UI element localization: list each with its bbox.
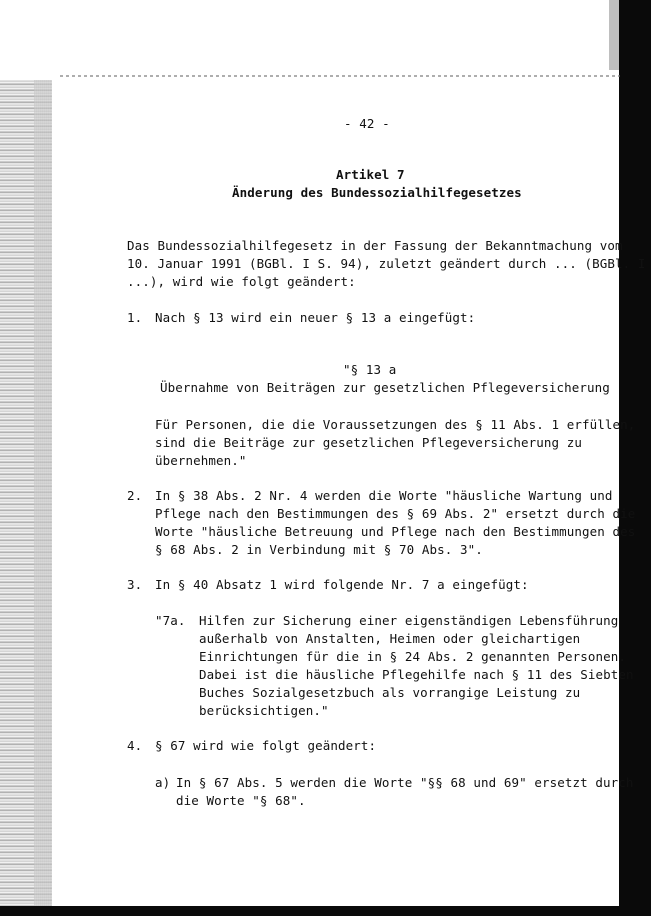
item-text-line: § 68 Abs. 2 in Verbindung mit § 70 Abs. 3". bbox=[155, 542, 483, 557]
item-number: 3. bbox=[127, 577, 143, 592]
item-text: In § 40 Absatz 1 wird folgende Nr. 7 a eingefügt: bbox=[155, 577, 529, 592]
item-number: 2. bbox=[127, 488, 143, 503]
article-heading: Artikel 7 bbox=[336, 167, 405, 182]
sub-item-line: Hilfen zur Sicherung einer eigenständigen Lebensführung bbox=[199, 613, 619, 628]
sub-item-line: Buches Sozialgesetzbuch als vorrangige Leistung zu bbox=[199, 685, 581, 700]
section-body-line: übernehmen." bbox=[155, 453, 247, 468]
item-text: § 67 wird wie folgt geändert: bbox=[155, 738, 377, 753]
sub-item-label: "7a. bbox=[155, 613, 186, 628]
item-text-line: Pflege nach den Bestimmungen des § 69 Abs. 2" ersetzt durch die bbox=[155, 506, 636, 521]
sub-item-line: Dabei ist die häusliche Pflegehilfe nach § 11 des Siebten bbox=[199, 667, 634, 682]
item-text: Nach § 13 wird ein neuer § 13 a eingefügt: bbox=[155, 310, 476, 325]
section-label: "§ 13 a bbox=[343, 362, 397, 377]
scan-edge-bottom bbox=[0, 906, 651, 916]
item-text-line: Worte "häusliche Betreuung und Pflege nach den Bestimmungen des bbox=[155, 524, 636, 539]
section-title: Übernahme von Beiträgen zur gesetzlichen Pflegeversicherung bbox=[160, 380, 610, 395]
sub-item-line: die Worte "§ 68". bbox=[176, 793, 306, 808]
page-number: - 42 - bbox=[344, 116, 390, 131]
sub-item-line: berücksichtigen." bbox=[199, 703, 329, 718]
scan-top-line bbox=[60, 75, 620, 77]
sub-item-line: Einrichtungen für die in § 24 Abs. 2 genannten Personen. bbox=[199, 649, 627, 664]
intro-line: ...), wird wie folgt geändert: bbox=[127, 274, 356, 289]
item-number: 1. bbox=[127, 310, 143, 325]
item-number: 4. bbox=[127, 738, 143, 753]
section-body-line: Für Personen, die die Voraussetzungen des § 11 Abs. 1 erfüllen, bbox=[155, 417, 636, 432]
intro-line: 10. Januar 1991 (BGBl. I S. 94), zuletzt geändert durch ... (BGBl. I bbox=[127, 256, 646, 271]
sub-item-line: In § 67 Abs. 5 werden die Worte "§§ 68 und 69" ersetzt durch bbox=[176, 775, 634, 790]
item-text-line: In § 38 Abs. 2 Nr. 4 werden die Worte "häusliche Wartung und bbox=[155, 488, 613, 503]
sub-item-label: a) bbox=[155, 775, 171, 790]
scan-edge-left bbox=[0, 80, 52, 916]
sub-item-line: außerhalb von Anstalten, Heimen oder gleichartigen bbox=[199, 631, 581, 646]
article-title: Änderung des Bundessozialhilfegesetzes bbox=[232, 185, 522, 200]
section-body-line: sind die Beiträge zur gesetzlichen Pflegeversicherung zu bbox=[155, 435, 583, 450]
scan-shadow bbox=[609, 0, 619, 70]
intro-line: Das Bundessozialhilfegesetz in der Fassung der Bekanntmachung vom bbox=[127, 238, 623, 253]
